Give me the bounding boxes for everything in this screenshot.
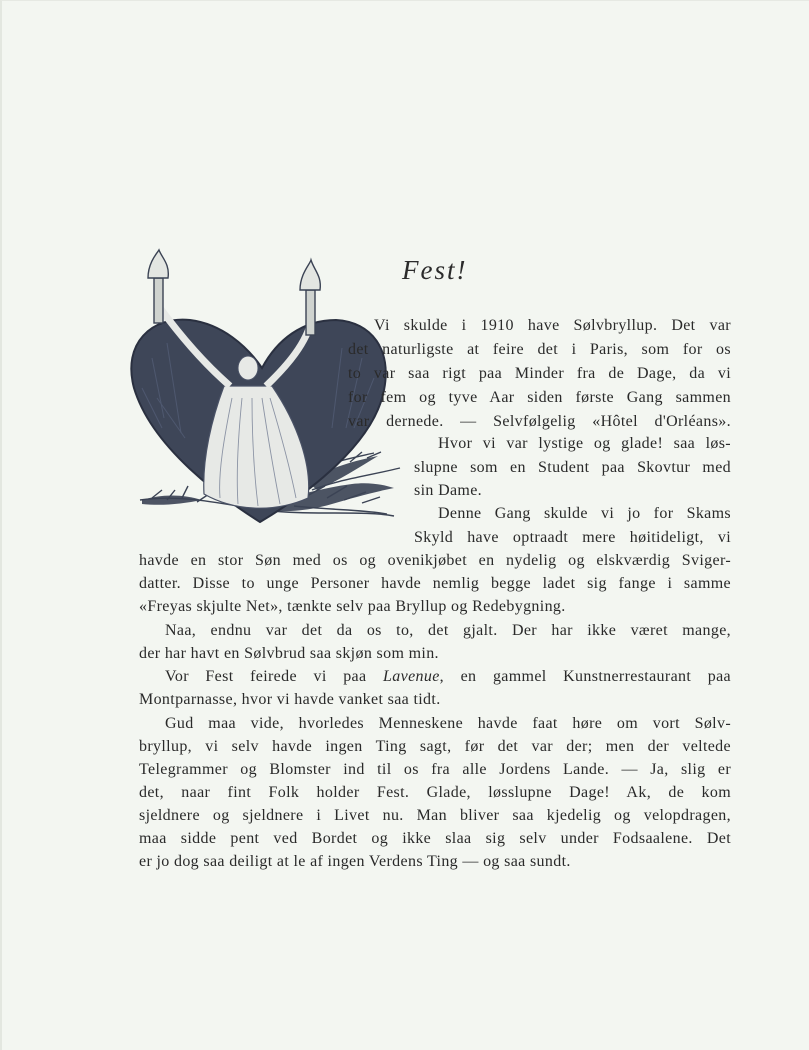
- text-line: Vi skulde i 1910 have Sølvbryllup. Det var: [374, 317, 731, 334]
- text-segment: , en gammel Kunstnerrestaurant paa: [439, 668, 731, 685]
- text-line: Montparnasse, hvor vi havde vanket saa tidt.: [139, 691, 441, 708]
- text-line: Telegrammer og Blomster ind til os fra alle Jordens Lande. — Ja, slig er: [139, 761, 731, 778]
- text-line: sjeldnere og sjeldnere i Livet nu. Man bliver saa kjedelig og velopdragen,: [139, 807, 731, 824]
- text-line: Hvor vi var lystige og glade! saa løs-: [438, 435, 731, 452]
- text-line: slupne som en Student paa Skovtur med: [414, 459, 731, 476]
- text-line: for fem og tyve Aar siden første Gang sammen: [348, 389, 731, 406]
- figure-head: [238, 356, 258, 380]
- text-line: to var saa rigt paa Minder fra de Dage, da vi: [348, 365, 731, 382]
- text-line: maa sidde pent ved Bordet og ikke slaa sig selv under Fodsaalene. Det: [139, 830, 731, 847]
- text-line: der har havt en Sølvbrud saa skjøn som min.: [139, 645, 439, 662]
- text-line: det naturligste at feire det i Paris, som for os: [348, 341, 731, 358]
- text-line: bryllup, vi selv havde ingen Ting sagt, før det var der; men der veltede: [139, 738, 731, 755]
- text-line: er jo dog saa deiligt at le af ingen Verdens Ting — og saa sundt.: [139, 853, 571, 870]
- text-line: havde en stor Søn med os og ovenikjøbet en nydelig og elskværdig Sviger-: [139, 552, 731, 569]
- page-title: Fest!: [402, 255, 468, 285]
- text-line: var dernede. — Selvfølgelig «Hôtel d'Orléans».: [348, 413, 731, 430]
- text-line: Naa, endnu var det da os to, det gjalt. Der har ikke været mange,: [165, 622, 731, 639]
- text-line-mixed: [165, 667, 731, 687]
- text-line: Skyld have optraadt mere høitideligt, vi: [414, 529, 731, 546]
- text-line: datter. Disse to unge Personer havde nemlig begge ladet sig fange i samme: [139, 575, 731, 592]
- text-line: det, naar fint Folk holder Fest. Glade, løsslupne Dage! Ak, de kom: [139, 784, 731, 801]
- text-line: «Freyas skjulte Net», tænkte selv paa Bryllup og Redebygning.: [139, 598, 566, 615]
- text-segment: Vor Fest feirede vi paa: [165, 668, 384, 685]
- text-line: Denne Gang skulde vi jo for Skams: [438, 505, 731, 522]
- text-line: sin Dame.: [414, 482, 483, 499]
- text-line: Gud maa vide, hvorledes Menneskene havde faat høre om vort Sølv-: [165, 715, 731, 732]
- italic-place-name: Lavenue: [383, 668, 440, 685]
